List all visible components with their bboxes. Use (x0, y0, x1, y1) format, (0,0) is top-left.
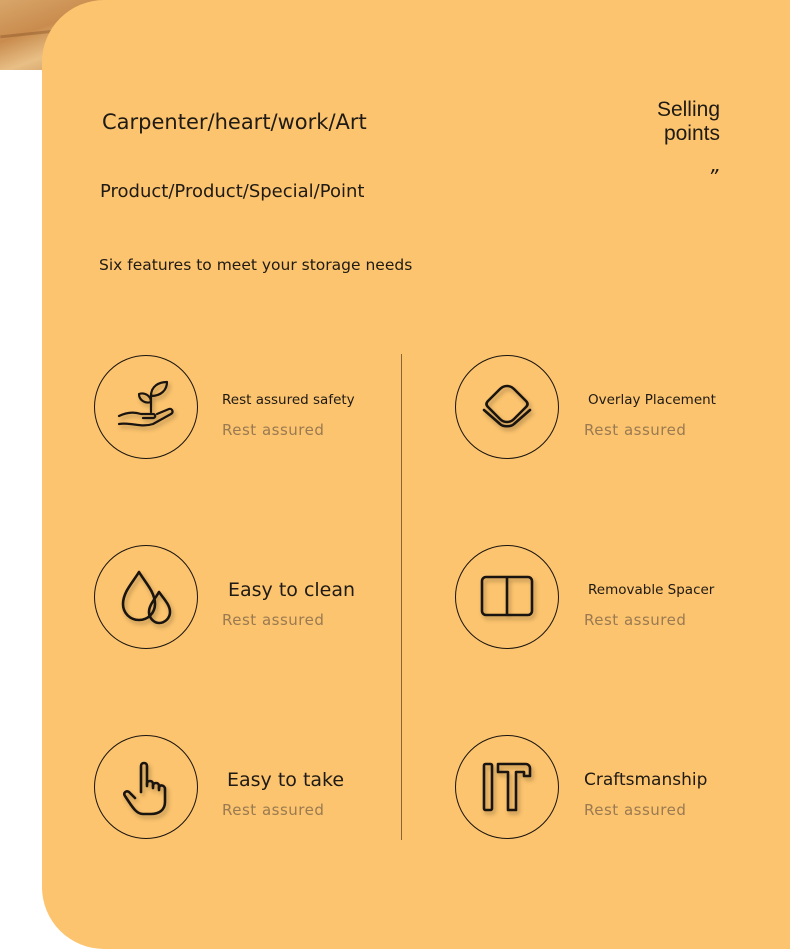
two-panel-box-icon (472, 562, 542, 632)
feature-title: Rest assured safety (222, 392, 355, 408)
feature-subtitle: Rest assured (222, 611, 325, 629)
feature-subtitle: Rest assured (584, 611, 687, 629)
water-drops-icon (111, 562, 181, 632)
feature-icon-circle (94, 735, 198, 839)
feature-title: Easy to take (227, 769, 345, 791)
column-divider (401, 354, 402, 840)
feature-subtitle: Rest assured (584, 421, 687, 439)
feature-title: Easy to clean (228, 579, 356, 601)
tagline: Six features to meet your storage needs (99, 256, 413, 274)
pointing-hand-icon (111, 752, 181, 822)
feature-icon-circle (94, 545, 198, 649)
stacked-layers-icon (472, 372, 542, 442)
selling-points-line2: points (663, 122, 720, 145)
feature-subtitle: Rest assured (222, 801, 325, 819)
selling-points-heading (600, 98, 720, 146)
tools-hammer-icon (472, 752, 542, 822)
quote-mark: ” (708, 165, 719, 189)
feature-icon-circle (455, 545, 559, 649)
page-subtitle: Product/Product/Special/Point (100, 181, 365, 202)
feature-icon-circle (455, 355, 559, 459)
page-title: Carpenter/heart/work/Art (102, 110, 367, 134)
feature-title: Craftsmanship (584, 770, 708, 790)
selling-points-line1: Selling (656, 98, 720, 121)
feature-icon-circle (455, 735, 559, 839)
feature-title: Removable Spacer (588, 582, 715, 598)
feature-subtitle: Rest assured (584, 801, 687, 819)
hand-sprout-icon (111, 372, 181, 442)
feature-icon-circle (94, 355, 198, 459)
feature-subtitle: Rest assured (222, 421, 325, 439)
feature-title: Overlay Placement (588, 392, 716, 408)
